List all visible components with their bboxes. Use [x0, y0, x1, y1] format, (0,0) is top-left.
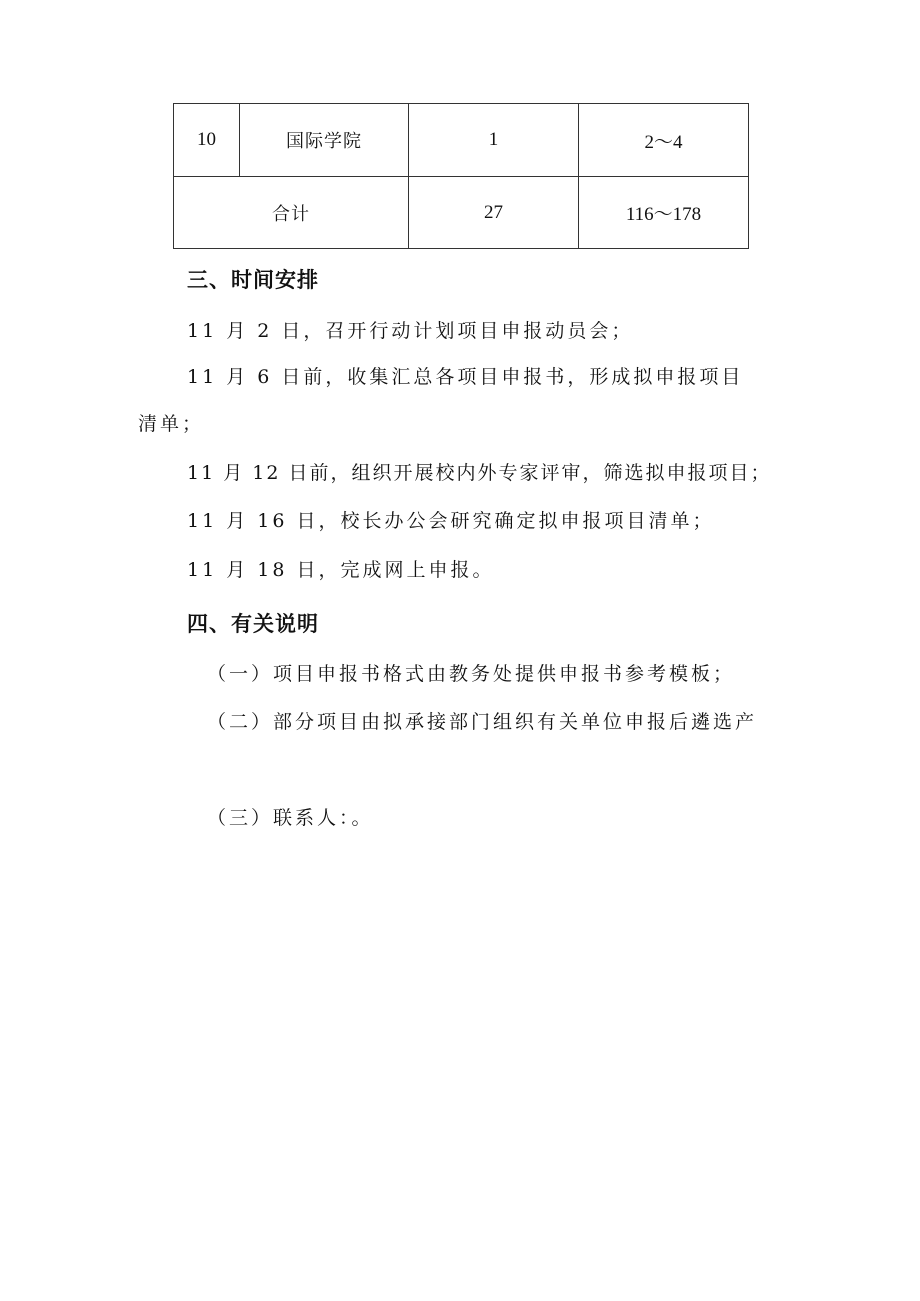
schedule-item: 11 月 12 日前，组织开展校内外专家评审，筛选拟申报项目； — [187, 462, 772, 484]
schedule-item: 11 月 2 日，召开行动计划项目申报动员会； — [187, 320, 634, 342]
notes-item: （一）项目申报书格式由教务处提供申报书参考模板； — [207, 663, 736, 685]
schedule-item-continuation: 清单； — [138, 413, 205, 435]
project-range: 2～4 — [579, 104, 749, 177]
schedule-item: 11 月 6 日前，收集汇总各项目申报书，形成拟申报项目 — [187, 366, 744, 388]
quota-table — [173, 103, 749, 249]
total-label: 合计 — [174, 177, 409, 249]
notes-item: （二）部分项目由拟承接部门组织有关单位申报后遴选产 — [207, 711, 758, 733]
college-name: 国际学院 — [240, 104, 409, 177]
schedule-item: 11 月 18 日，完成网上申报。 — [187, 559, 495, 581]
table-total-row — [174, 177, 749, 249]
section-heading-notes: 四、有关说明 — [187, 612, 319, 636]
schedule-item: 11 月 16 日，校长办公会研究确定拟申报项目清单； — [187, 510, 715, 532]
total-range: 116～178 — [579, 177, 749, 249]
total-count: 27 — [409, 177, 579, 249]
section-heading-schedule: 三、时间安排 — [187, 268, 319, 292]
row-number: 10 — [174, 104, 240, 177]
notes-item: （三）联系人：。 — [207, 807, 374, 829]
table-row — [174, 104, 749, 177]
project-count: 1 — [409, 104, 579, 177]
